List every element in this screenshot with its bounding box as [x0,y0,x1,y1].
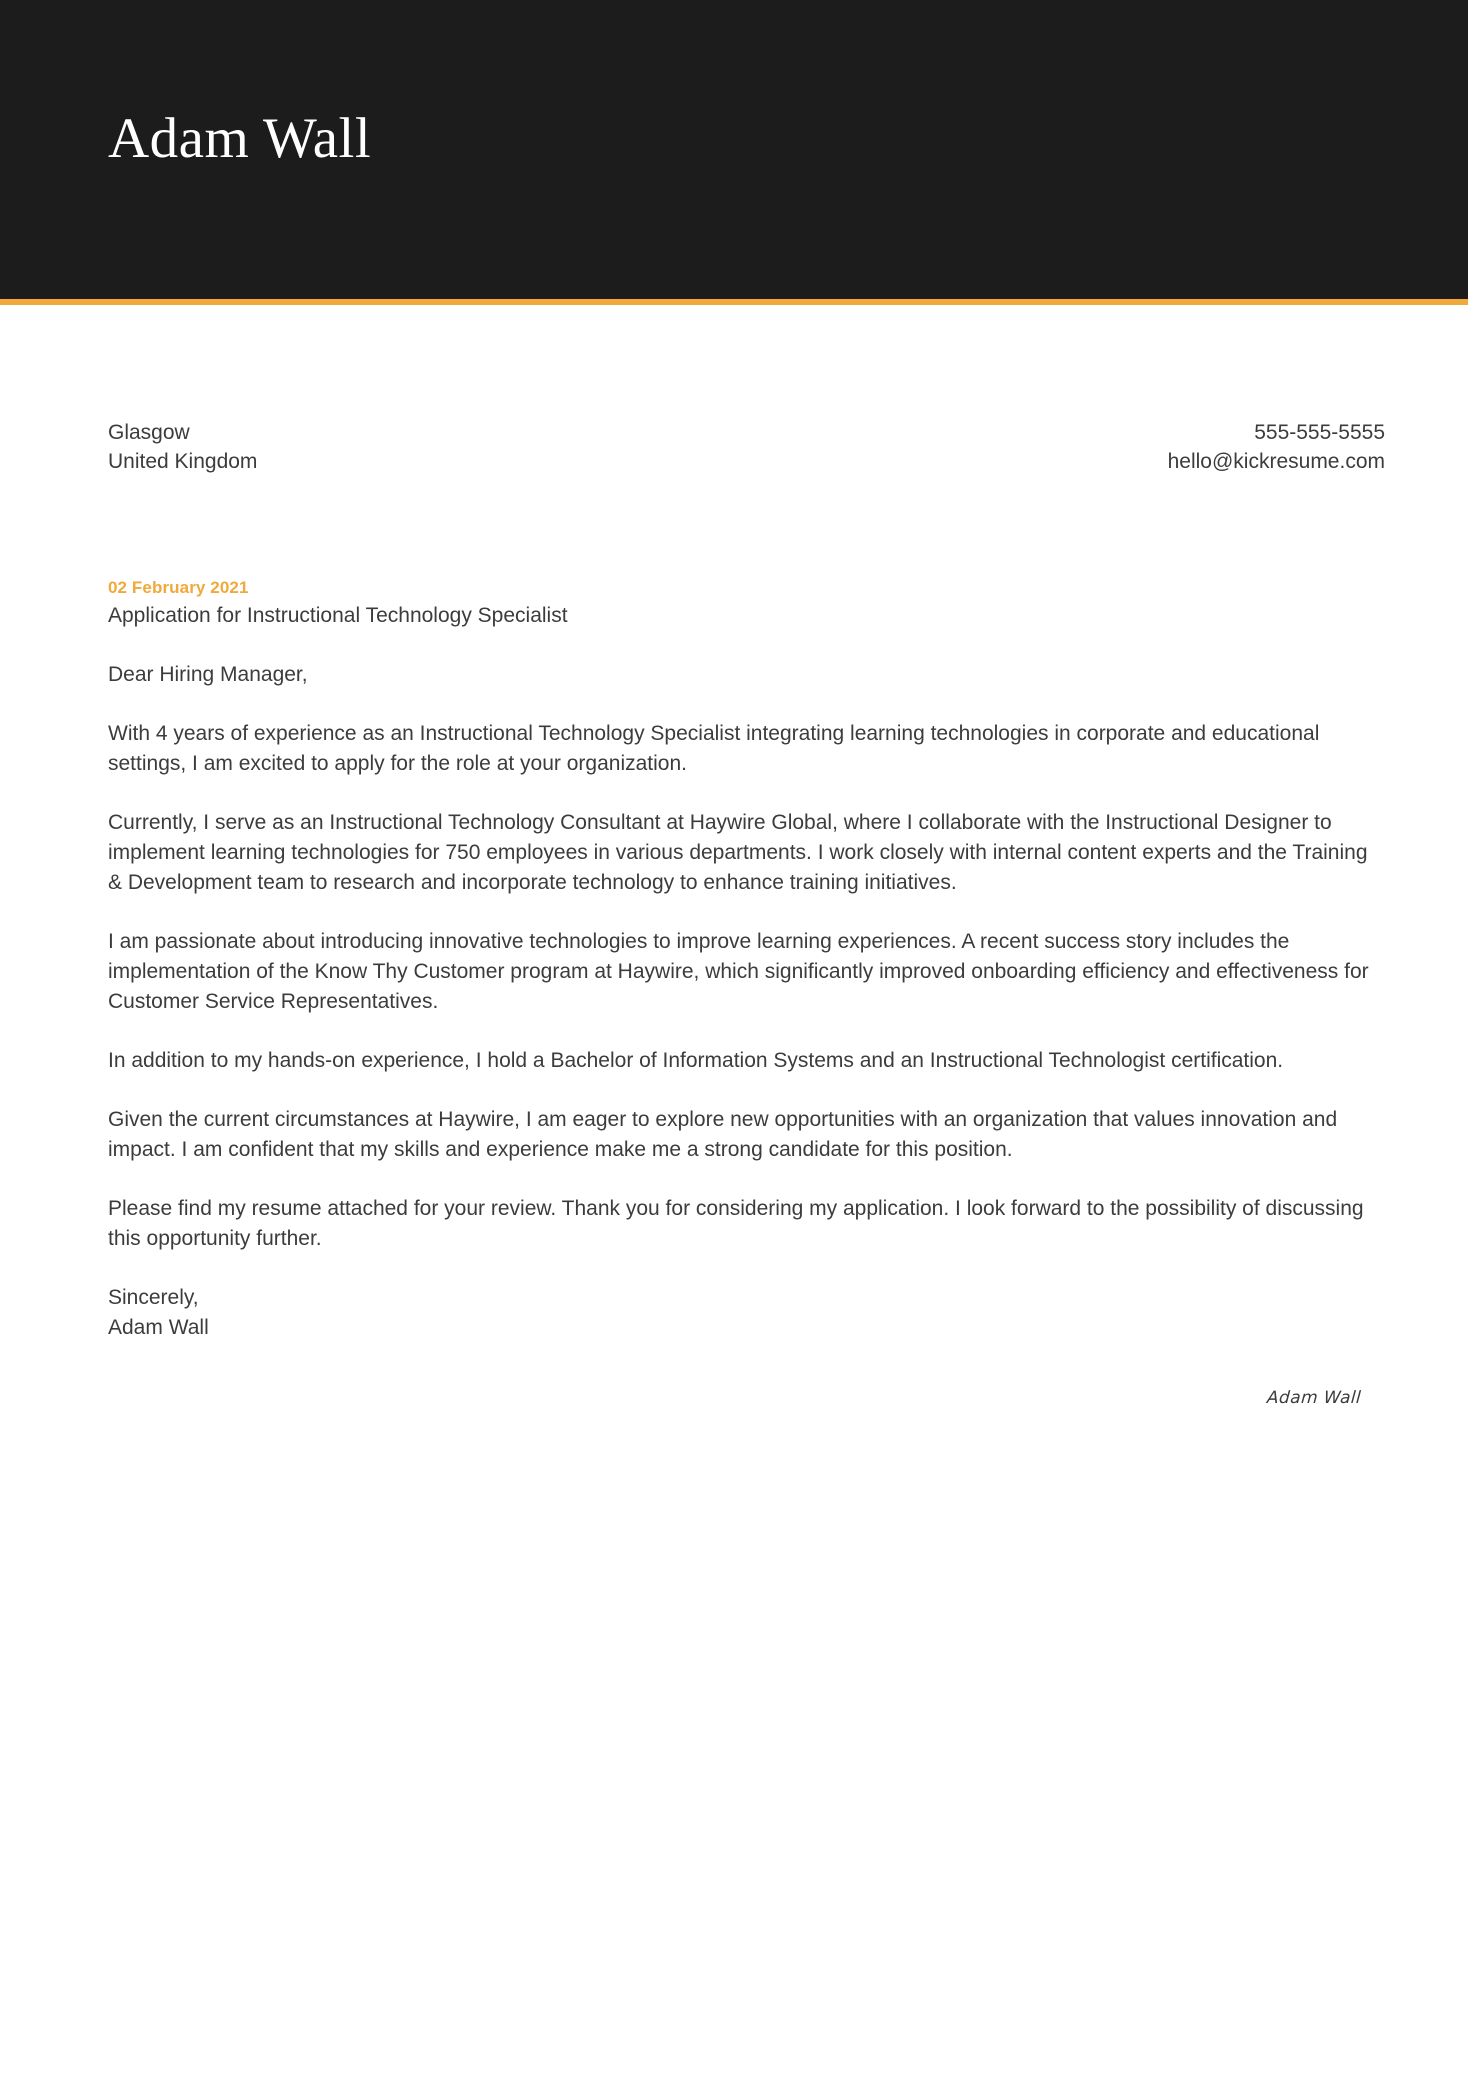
contact-country: United Kingdom [108,450,258,473]
contact-details [108,305,1385,476]
content-column [108,305,1385,1409]
signature-area [108,1387,1385,1409]
letter-body [108,476,1385,1409]
contact-phone: 555-555-5555 [1254,421,1385,444]
contact-email: hello@kickresume.com [1167,450,1385,473]
contact-city: Glasgow [108,421,190,444]
letter-paragraph: Currently, I serve as an Instructional Technology Consultant at Haywire Global, where I collaborate with the Instructional Designer to implement learning technologies for 750 employees in various departments. I work closely with internal content experts and the Training & Development team to research and incorporate technology to enhance training initiatives. [108,811,1368,894]
letter-salutation: Dear Hiring Manager, [108,663,308,686]
document-header [0,0,1468,299]
letter-paragraph: Given the current circumstances at Haywire, I am eager to explore new opportunities with an organization that values innovation and impact. I am confident that my skills and experience make me a strong candidate for this position. [108,1108,1338,1161]
letter-paragraph: Please find my resume attached for your review. Thank you for considering my application. I look forward to the possibility of discussing this opportunity further. [108,1197,1364,1250]
closing-salutation: Sincerely, [108,1286,199,1309]
closing-name: Adam Wall [108,1316,209,1339]
letter-subject: Application for Instructional Technology Specialist [108,604,568,627]
letter-paragraph: I am passionate about introducing innovative technologies to improve learning experiences. A recent success story includes the implementation of the Know Thy Customer program at Haywire, which significantly improved onboarding efficiency and effectiveness for Customer Service Representatives. [108,930,1369,1013]
contact-reach-block [1168,418,1385,476]
letter-paragraph: With 4 years of experience as an Instructional Technology Specialist integrating learning technologies in corporate and educational settings, I am excited to apply for the role at your organization. [108,722,1320,775]
contact-address-block [108,418,257,476]
document-body [0,305,1468,1409]
letter-closing [108,1283,1385,1343]
page-title: Adam Wall [108,107,372,170]
letter-date: 02 February 2021 [108,578,249,597]
letter-paragraph: In addition to my hands-on experience, I hold a Bachelor of Information Systems and an Instructional Technologist certification. [108,1049,1284,1072]
signature-text: Adam Wall [1266,1388,1362,1408]
